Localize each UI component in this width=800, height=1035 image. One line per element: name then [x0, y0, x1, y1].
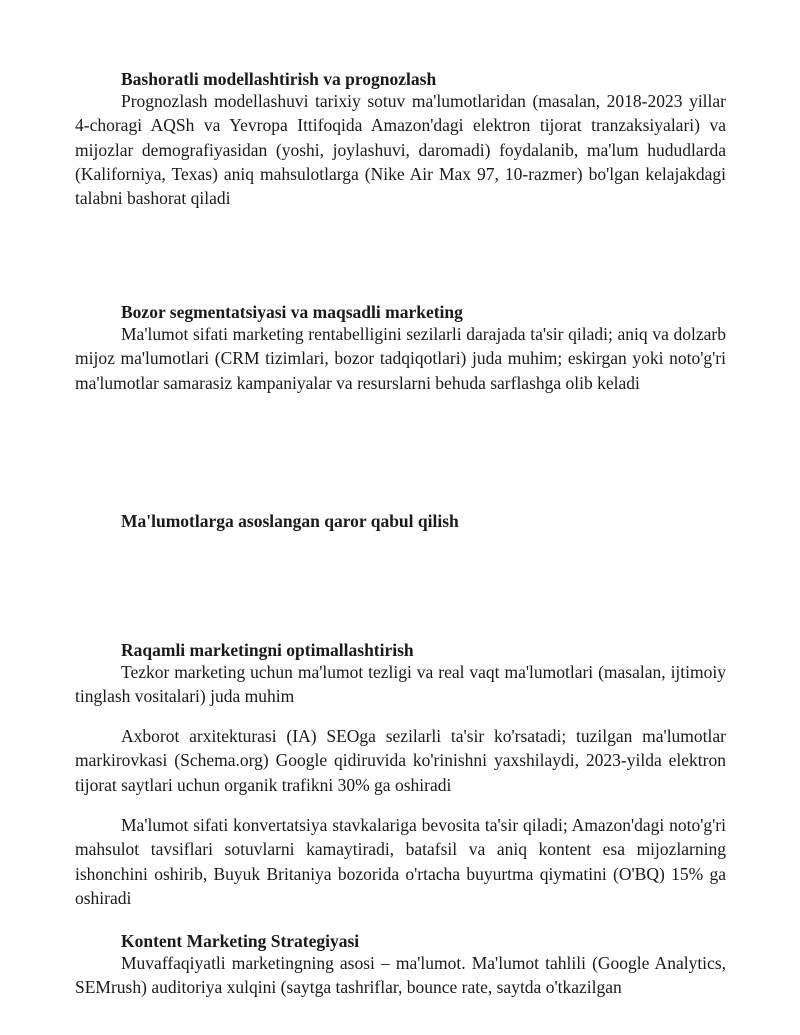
paragraph-data-velocity: Tezkor marketing uchun ma'lumot tezligi va real vaqt ma'lumotlari (masalan, ijtimoiy tinglash vositalari) juda muhim — [75, 662, 726, 707]
section-heading-digital-marketing: Raqamli marketingni optimallashtirish — [121, 640, 414, 660]
paragraph-information-architecture: Axborot arxitekturasi (IA) SEOga sezilarli ta'sir ko'rsatadi; tuzilgan ma'lumotlar markirovkasi (Schema.org) Google qidiruvida ko'rinishni yaxshilaydi, 2023-yilda elektron tijorat saytlari uchun organik trafikni 30% ga oshiradi — [75, 726, 726, 795]
section-heading-market-segmentation: Bozor segmentatsiyasi va maqsadli marketing — [121, 302, 463, 322]
section-heading-data-driven-decisions: Ma'lumotlarga asoslangan qaror qabul qilish — [121, 511, 459, 531]
section-heading-content-marketing: Kontent Marketing Strategiyasi — [121, 931, 360, 951]
paragraph-predictive-modeling: Prognozlash modellashuvi tarixiy sotuv ma'lumotlaridan (masalan, 2018-2023 yillar 4-choragi AQSh va Yevropa Ittifoqida Amazon'dagi elektron tijorat tranzaksiyalari) va mijozlar demografiyasidan (yoshi, joylashuvi, daromadi) foydalanib, ma'lum hududlarda (Kaliforniya, Texas) aniq mahsulotlarga (Nike Air Max 97, 10-razmer) bo'lgan kelajakdagi talabni bashorat qiladi — [75, 91, 726, 209]
paragraph-content-marketing: Muvaffaqiyatli marketingning asosi – ma'lumot. Ma'lumot tahlili (Google Analytics, SEMrush) auditoriya xulqini (saytga tashriflar, bounce rate, saytda o'tkazilgan — [75, 953, 726, 998]
paragraph-market-segmentation: Ma'lumot sifati marketing rentabelligini sezilarli darajada ta'sir qiladi; aniq va dolzarb mijoz ma'lumotlari (CRM tizimlari, bozor tadqiqotlari) juda muhim; eskirgan yoki noto'g'ri ma'lumotlar samarasiz kampaniyalar va resurslarni behuda sarflashga olib keladi — [75, 324, 726, 393]
paragraph-conversion-rates: Ma'lumot sifati konvertatsiya stavkalariga bevosita ta'sir qiladi; Amazon'dagi noto'g'ri mahsulot tavsiflari sotuvlarni kamaytiradi, batafsil va aniq kontent esa mijozlarning ishonchini oshirib, Buyuk Britaniya bozorida o'rtacha buyurtma qiymatini (O'BQ) 15% ga oshiradi — [75, 815, 726, 908]
section-heading-predictive-modeling: Bashoratli modellashtirish va prognozlash — [121, 69, 437, 89]
